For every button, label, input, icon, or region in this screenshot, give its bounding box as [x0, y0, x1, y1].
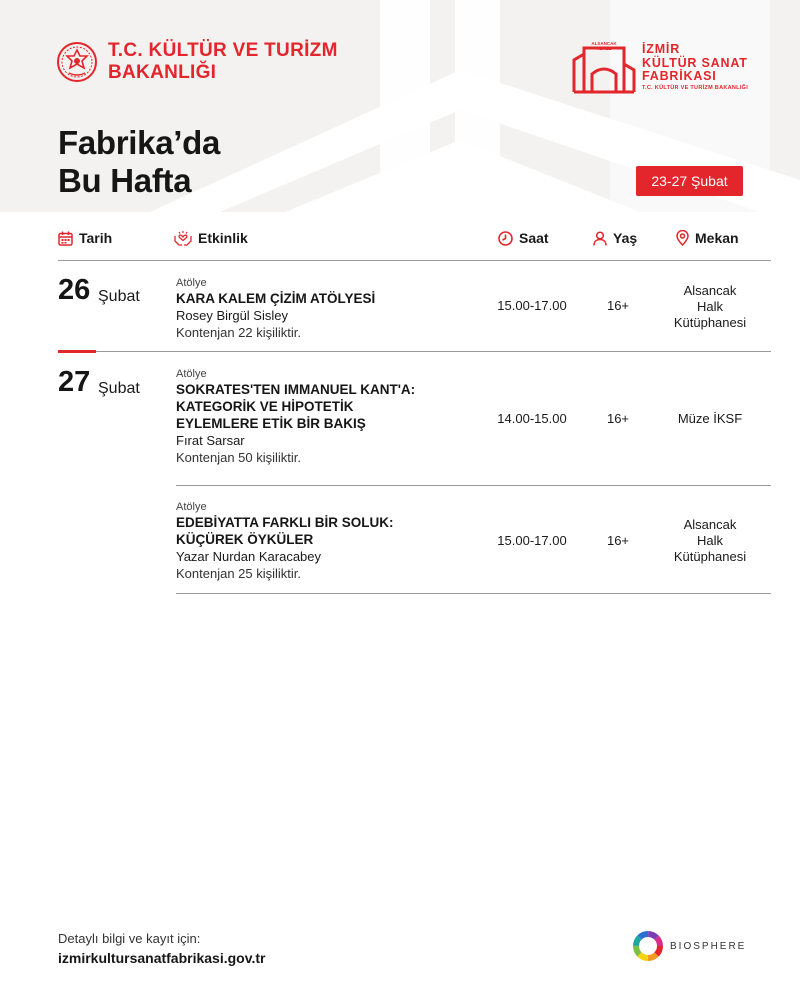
column-etkinlik: [174, 230, 248, 246]
biosphere-logo: [632, 930, 746, 962]
event-title-line: SOKRATES'TEN IMMANUEL KANT'A:: [176, 382, 416, 397]
day-month: Şubat: [98, 288, 140, 305]
event-venue-line: Alsancak: [683, 517, 737, 532]
event-title-line: KATEGORİK VE HİPOTETİK: [176, 399, 354, 414]
ministry-logo: [56, 40, 338, 84]
event-quota: Kontenjan 50 kişiliktir.: [176, 450, 302, 465]
event-kind: Atölye: [176, 277, 207, 289]
table-bottom-divider: [176, 593, 771, 594]
page-title-line2: Bu Hafta: [58, 162, 192, 199]
table-header: [0, 230, 800, 252]
event-time: 14.00-15.00: [497, 411, 567, 426]
event-age: 16+: [606, 411, 630, 426]
ministry-name-line2: BAKANLIĞI: [108, 62, 217, 83]
biosphere-ring-icon: [632, 930, 664, 962]
event-item: [176, 367, 476, 466]
column-etkinlik-label: Etkinlik: [198, 230, 248, 246]
day-number: 27: [58, 366, 91, 398]
page-title-line1: Fabrika’da: [58, 124, 221, 161]
fabrika-tag-line1: ALSANCAK: [591, 41, 617, 46]
event-title-line: EDEBİYATTA FARKLI BİR SOLUK:: [176, 515, 394, 530]
fabrika-logo: [572, 40, 762, 96]
event-venue-line: Alsancak: [683, 283, 737, 298]
location-pin-icon: [676, 230, 689, 246]
hero-banner: [0, 0, 800, 212]
column-mekan: [676, 230, 739, 246]
footer: [58, 930, 265, 968]
fabrika-name-line2: KÜLTÜR SANAT: [642, 55, 748, 70]
event-venue-line: Kütüphanesi: [673, 315, 747, 330]
column-saat: [498, 230, 549, 246]
event-venue-line: Halk: [696, 533, 723, 548]
event-time: 15.00-17.00: [497, 298, 567, 313]
biosphere-label: BIOSPHERE: [670, 940, 747, 952]
event-venue-line: Müze İKSF: [677, 411, 743, 426]
column-saat-label: Saat: [519, 230, 549, 246]
event-venue-line: Halk: [696, 299, 723, 314]
event-age: 16+: [606, 298, 630, 313]
event-host: Fırat Sarsar: [176, 433, 245, 448]
event-quota: Kontenjan 22 kişiliktir.: [176, 325, 302, 340]
event-item: [176, 500, 476, 582]
event-host: Rosey Birgül Sisley: [176, 308, 288, 323]
fabrika-tag-line2: TEKEL: [596, 46, 612, 51]
event-venue: [652, 517, 768, 565]
ministry-seal-icon: [56, 41, 98, 83]
event-venue: [652, 411, 768, 427]
event-venue-line: Kütüphanesi: [673, 549, 747, 564]
day-divider: [96, 351, 771, 352]
column-tarih: [58, 230, 112, 246]
day-month: Şubat: [98, 380, 140, 397]
day-divider-accent: [58, 350, 96, 353]
week-range-badge: 23-27 Şubat: [636, 166, 743, 196]
event-kind: Atölye: [176, 501, 207, 513]
ministry-name-line1: T.C. KÜLTÜR VE TURİZM: [108, 40, 338, 61]
column-yas: [593, 230, 637, 246]
event-title-line: EYLEMLERE ETİK BİR BAKIŞ: [176, 416, 366, 431]
column-mekan-label: Mekan: [695, 230, 739, 246]
event-title-line: KÜÇÜREK ÖYKÜLER: [176, 532, 314, 547]
clock-icon: [498, 231, 513, 246]
column-yas-label: Yaş: [613, 230, 638, 246]
person-icon: [593, 231, 607, 246]
column-tarih-label: Tarih: [79, 230, 113, 246]
header-divider: [58, 260, 771, 261]
event-age: 16+: [606, 533, 630, 548]
event-quota: Kontenjan 25 kişiliktir.: [176, 566, 302, 581]
event-host: Yazar Nurdan Karacabey: [176, 549, 322, 564]
hands-heart-icon: [174, 230, 192, 246]
event-kind: Atölye: [176, 368, 207, 380]
event-venue: [652, 283, 768, 331]
footer-info: Detaylı bilgi ve kayıt için:: [58, 931, 201, 946]
event-time: 15.00-17.00: [497, 533, 567, 548]
fabrika-name-line3: FABRİKASI: [642, 69, 717, 83]
event-divider: [176, 485, 771, 486]
fabrika-subtitle: T.C. KÜLTÜR VE TURİZM BAKANLIĞI: [642, 85, 749, 91]
event-title: KARA KALEM ÇİZİM ATÖLYESİ: [176, 291, 376, 306]
day-number: 26: [58, 274, 91, 306]
calendar-icon: [58, 231, 73, 246]
page-title: [58, 124, 220, 200]
event-item: [176, 276, 476, 341]
fabrika-name-line1: İZMİR: [642, 42, 681, 56]
footer-url-link[interactable]: izmirkultursanatfabrikasi.gov.tr: [58, 950, 266, 966]
